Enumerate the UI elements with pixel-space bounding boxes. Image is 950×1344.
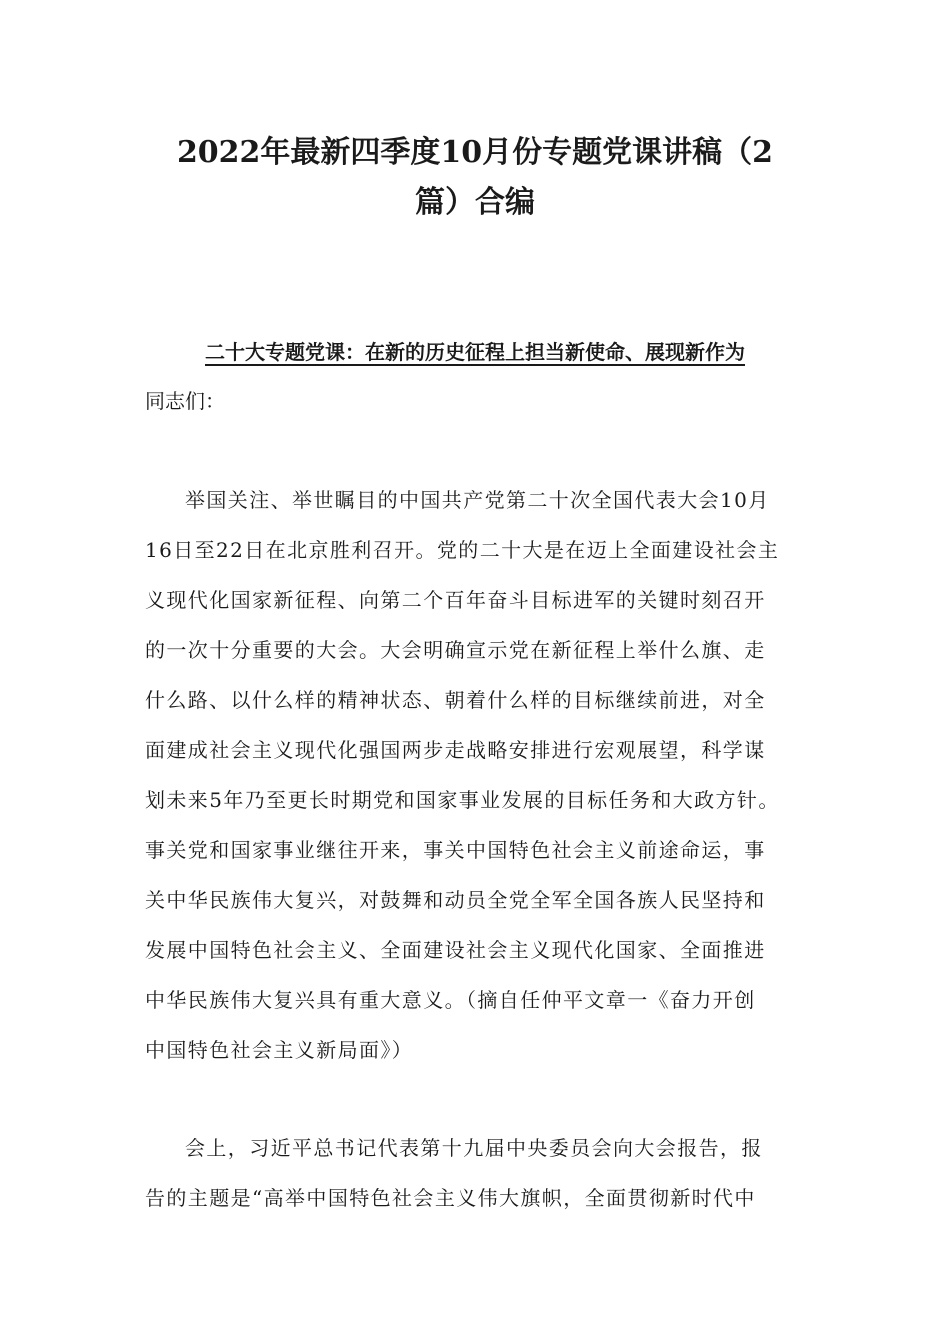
- paragraph-1-line: 划未来5年乃至更长时期党和国家事业发展的目标任务和大政方针。: [145, 788, 780, 812]
- salutation: 同志们：: [145, 389, 225, 413]
- paragraph-1-line: 事关党和国家事业继往开来，事关中国特色社会主义前途命运，事: [145, 838, 766, 862]
- section-heading-text: 二十大专题党课：在新的历史征程上担当新使命、展现新作为: [205, 340, 745, 364]
- document-title-line-1: 2022年最新四季度10月份专题党课讲稿（2: [176, 135, 774, 170]
- paragraph-1-line: 16日至22日在北京胜利召开。党的二十大是在迈上全面建设社会主: [145, 538, 780, 562]
- paragraph-1-line: 关中华民族伟大复兴，对鼓舞和动员全党全军全国各族人民坚持和: [145, 888, 766, 912]
- paragraph-1-line: 什么路、以什么样的精神状态、朝着什么样的目标继续前进，对全: [145, 688, 766, 712]
- paragraph-1-line: 面建成社会主义现代化强国两步走战略安排进行宏观展望，科学谋: [145, 738, 766, 762]
- paragraph-1-line: 举国关注、举世瞩目的中国共产党第二十次全国代表大会10月: [185, 488, 770, 512]
- document-title-line-2: 篇）合编: [415, 185, 535, 220]
- paragraph-1-line: 发展中国特色社会主义、全面建设社会主义现代化国家、全面推进: [145, 938, 766, 962]
- paragraph-1-line: 中华民族伟大复兴具有重大意义。（摘自任仲平文章一《奋力开创: [145, 988, 756, 1012]
- section-heading: [145, 334, 805, 370]
- paragraph-2-line: 会上，习近平总书记代表第十九届中央委员会向大会报告，报: [185, 1136, 763, 1160]
- paragraph-1-line: 义现代化国家新征程、向第二个百年奋斗目标进军的关键时刻召开: [145, 588, 766, 612]
- paragraph-2-line: 告的主题是“高举中国特色社会主义伟大旗帜，全面贯彻新时代中: [145, 1186, 756, 1210]
- paragraph-1-line: 中国特色社会主义新局面》）: [145, 1038, 414, 1062]
- paragraph-1-line: 的一次十分重要的大会。大会明确宣示党在新征程上举什么旗、走: [145, 638, 766, 662]
